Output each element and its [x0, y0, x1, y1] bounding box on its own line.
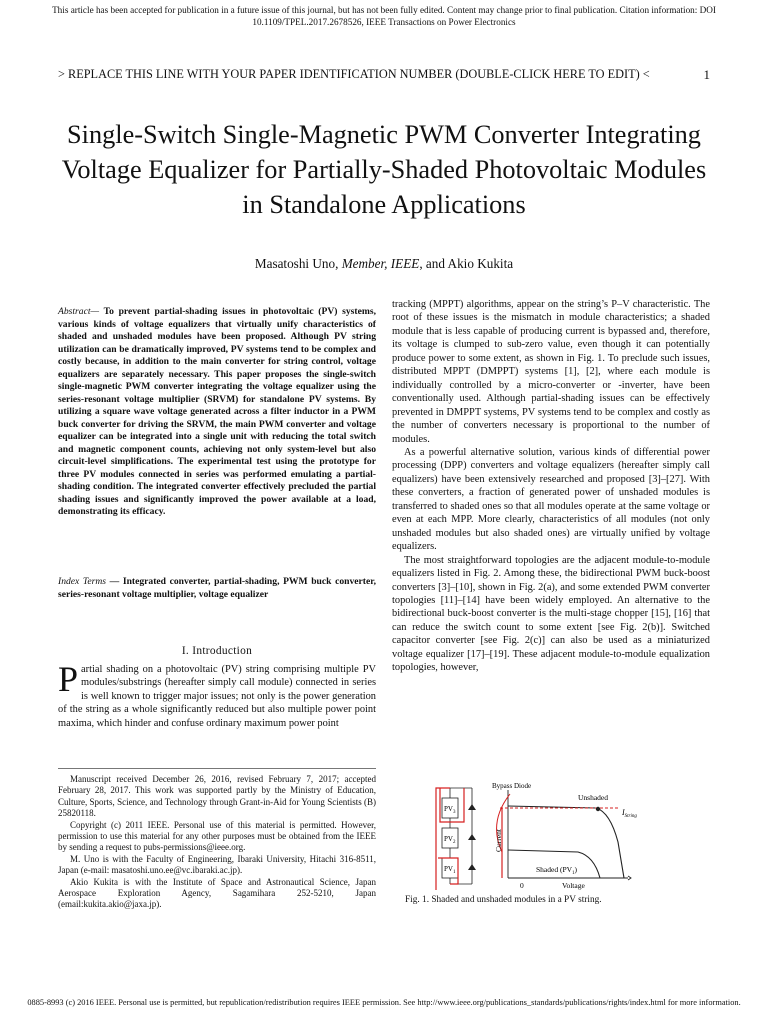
page-number: 1 — [703, 67, 710, 82]
current-axis-label: Current — [494, 829, 503, 852]
paragraph-2: As a powerful alternative solution, various kinds of differential power processing (DPP) converters and voltage equalizers (hereafter simply call equalizers) have been extensively researched and proposed [3]–[27]. With these converters, a fraction of generated power of unshaded modules is transferred to shaded ones so that all modules operate at the same voltage or even at each MPP. More clearly, characteristics of all modules (not only unshaded modules but also shaded ones) are virtually unified by voltage equalizers. — [392, 446, 710, 553]
origin-label: 0 — [520, 881, 524, 890]
author-line — [50, 256, 718, 272]
section-heading-introduction: I. Introduction — [181, 645, 253, 657]
istring-label: $I_{String}$ — [622, 808, 637, 819]
footnotes — [58, 774, 376, 911]
footnote-copyright: Copyright (c) 2011 IEEE. Personal use of this material is permitted. However, permission to use this material for any other purposes must be obtained from the IEEE by sending a request to pubs-permissions@ieee.org. — [58, 819, 376, 853]
running-header: > REPLACE THIS LINE WITH YOUR PAPER IDENTIFICATION NUMBER (DOUBLE-CLICK HERE TO EDIT) < — [58, 67, 650, 81]
introduction-paragraph: artial shading on a photovoltaic (PV) string comprising multiple PV modules/substrings (hereafter simply call module) connected in series is well known to trigger major issues; not only is the power generation of the string as a whole significantly reduced but also multiple power point maxima, which hinder and confuse ordinary maximum power point — [58, 664, 376, 729]
figure-1-caption: Fig. 1. Shaded and unshaded modules in a PV string. — [405, 895, 602, 905]
introduction-text — [58, 659, 376, 730]
author-1-role: Member, IEEE — [341, 256, 420, 271]
drop-cap: P — [58, 659, 79, 699]
index-terms-text: — Integrated converter, partial-shading, PWM buck converter, series-resonant voltage multiplier, voltage equalizer — [58, 576, 376, 600]
shaded-label: Shaded $(PV_1)$ — [536, 865, 578, 876]
index-terms-label: Index Terms — [58, 576, 107, 587]
voltage-axis-label: Voltage — [562, 881, 585, 890]
pv3-label: $PV_3$ — [444, 805, 456, 815]
right-column-text — [392, 298, 710, 675]
index-terms — [58, 576, 376, 601]
paper-title: Single-Switch Single-Magnetic PWM Converter Integrating Voltage Equalizer for Partially-Shaded Photovoltaic Modules in Standalone Applications — [61, 120, 707, 219]
copyright-footer: 0885-8993 (c) 2016 IEEE. Personal use is permitted, but republication/redistribution requires IEEE permission. See http://www.ieee.org/publications_standards/publications/rights/index.html for more information. — [27, 998, 741, 1007]
figure-1 — [428, 782, 650, 892]
publication-notice: This article has been accepted for publication in a future issue of this journal, but has not been fully edited. Content may change prior to final publication. Citation information: DOI 10.1109/TPEL.2017.2678526, IEEE Transactions on Power Electronics — [52, 5, 716, 27]
author-2: Akio Kukita — [447, 256, 514, 271]
pv1-label: $PV_1$ — [444, 865, 456, 875]
figure-1-diagram — [428, 782, 650, 892]
footnote-author-1: M. Uno is with the Faculty of Engineering, Ibaraki University, Hitachi 316-8511, Japan (e-mail: masatoshi.uno.ee@vc.ibaraki.ac.jp). — [58, 853, 376, 876]
paragraph-1: tracking (MPPT) algorithms, appear on the string’s P–V characteristic. The root of these issues is the mismatch in module characteristics; a shaded module that is less capable of producing current is bypassed and, therefore, its voltage is clumped to sub-zero value, even though it can potentially produce power to some extent, as shown in Fig. 1. To preclude such issues, distributed MPPT (DMPPT) systems [1], [2], where each module is individually controlled by a micro-converter or -inverter, have been conventionally used. Although partial-shading issues can be effectively prevented in DMPPT systems, PV systems tend to be complex and costly as the number of converters necessary is proportional to the number of modules. — [392, 299, 710, 445]
operating-point — [596, 807, 600, 811]
author-separator: , and — [419, 256, 445, 271]
abstract-label: Abstract— — [58, 306, 100, 317]
footnote-received: Manuscript received December 26, 2016, revised February 7, 2017; accepted February 28, 2017. This work was supported partly by the Ministry of Education, Culture, Sports, Science, and Technology through Grant-in-Aid for Young Scientists (B) 25820118. — [58, 774, 376, 819]
unshaded-label: Unshaded — [578, 793, 608, 802]
abstract — [58, 306, 376, 519]
author-1: Masatoshi Uno, — [254, 256, 339, 271]
footnote-divider — [58, 768, 376, 769]
paragraph-3: The most straightforward topologies are the adjacent module-to-module equalizers listed in Fig. 2. Among these, the bidirectional PWM buck-boost converters [3]–[10], shown in Fig. 2(a), and some extended PWM converter topologies [11]–[14] have been widely employed. An alternative to the bidirectional buck-boost converter is the multi-stage chopper [15], [16] that can reduce the switch count to some extent [see Fig. 2(b)]. Switched capacitor converter [see Fig. 2(c)] can also be used as a miniaturized voltage equalizer [17]–[19]. These adjacent module-to-module equalization topologies, however, — [392, 554, 710, 674]
pv2-label: $PV_2$ — [444, 835, 456, 845]
abstract-text: To prevent partial-shading issues in photovoltaic (PV) systems, various kinds of voltage equalizers that virtually unify characteristics of shaded and unshaded modules have been proposed. Although PV string utilization can be dramatically improved, PV systems tend to be complex and costly because, in addition to the main converter for string control, voltage equalizers are separately necessary. This paper proposes the single-switch single-magnetic PWM converter integrating the voltage equalizer using the series-resonant voltage multiplier (SRVM) for standalone PV systems. By utilizing a square wave voltage generated across a filter inductor in a PWM buck converter for driving the SRVM, the main PWM converter and voltage equalizer can be integrated into a single unit with reducing the total switch and magnetic component counts, achieving not only system-level but also circuit-level simplifications. The experimental test using the prototype for three PV modules connected in series was performed emulating a partial-shading condition. The integrated converter effectively precluded the partial shading issues and significantly improved the power available at a load, demonstrating its efficacy. — [58, 306, 376, 517]
footnote-author-2: Akio Kukita is with the Institute of Space and Astronautical Science, Japan Aerospace Exploration Agency, Sagamihara 252-5210, Japan (email:kukita.akio@jaxa.jp). — [58, 876, 376, 910]
bypass-diode-label: Bypass Diode — [492, 782, 532, 790]
